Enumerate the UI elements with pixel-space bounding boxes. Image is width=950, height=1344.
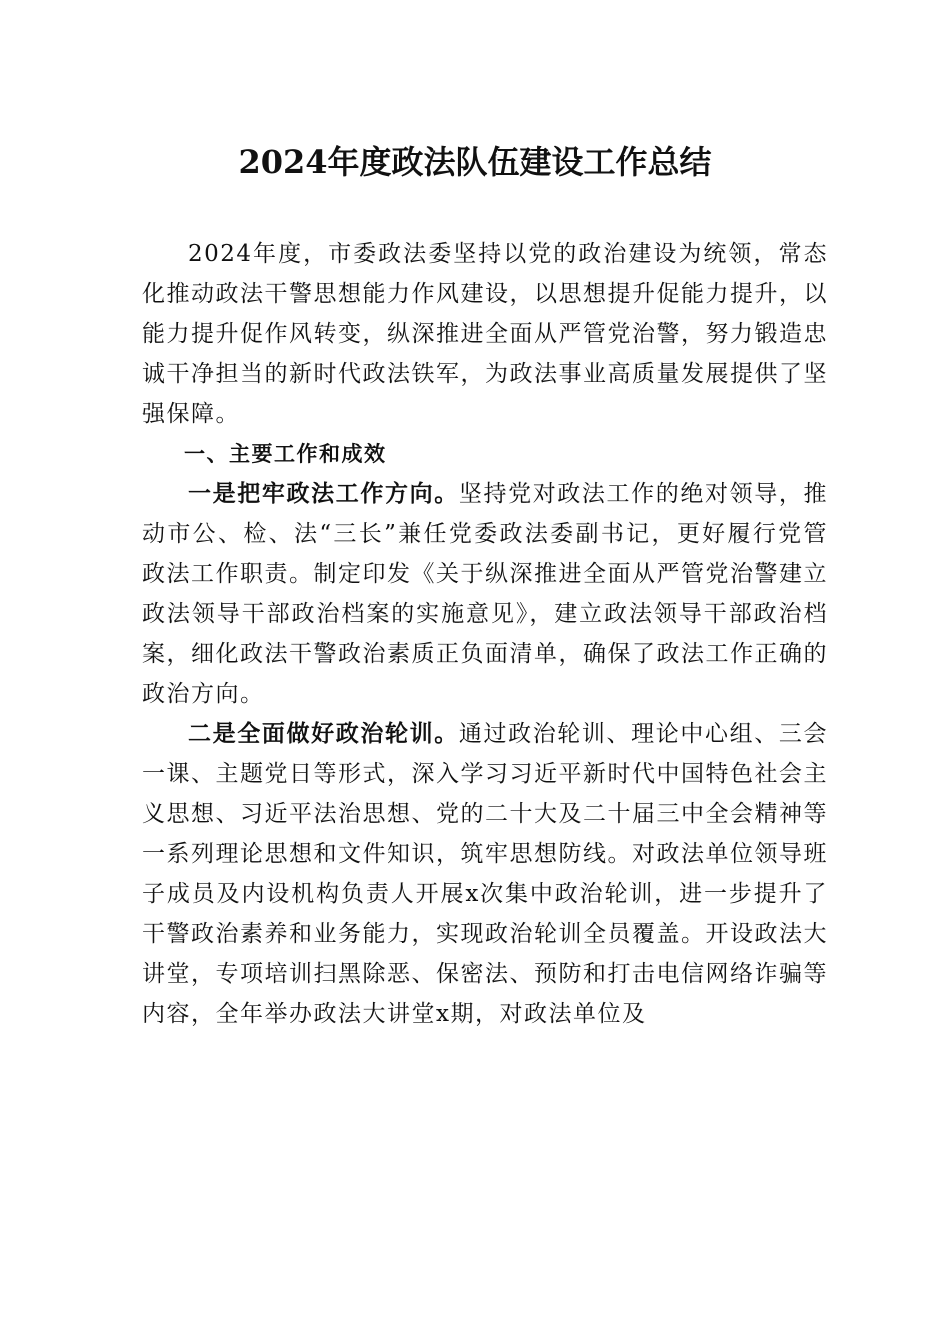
document-title: 2024年度政法队伍建设工作总结 [238, 143, 712, 181]
section-heading: 一、主要工作和成效 [184, 442, 387, 466]
item-lead-1: 一是把牢政法工作方向。 [188, 480, 459, 507]
document-body [142, 234, 828, 1034]
intro-paragraph: 2024年度，市委政法委坚持以党的政治建设为统领，常态化推动政法干警思想能力作风建设，以思想提升促能力提升，以能力提升促作风转变，纵深推进全面从严管党治警，努力锻造忠诚干净担当的新时代政法铁军，为政法事业高质量发展提供了坚强保障。 [142, 241, 828, 427]
item-text-1: 坚持党对政法工作的绝对领导，推动市公、检、法“三长”兼任党委政法委副书记，更好履行党管政法工作职责。制定印发《关于纵深推进全面从严管党治警建立政法领导干部政治档案的实施意见》，建立政法领导干部政治档案，细化政法干警政治素质正负面清单，确保了政法工作正确的政治方向。 [142, 481, 829, 707]
item-paragraph-1 [142, 474, 828, 714]
item-text-2: 通过政治轮训、理论中心组、三会一课、主题党日等形式，深入学习习近平新时代中国特色社会主义思想、习近平法治思想、党的二十大及二十届三中全会精神等一系列理论思想和文件知识，筑牢思想防线。对政法单位领导班子成员及内设机构负责人开展x次集中政治轮训，进一步提升了干警政治素养和业务能力，实现政治轮训全员覆盖。开设政法大讲堂，专项培训扫黑除恶、保密法、预防和打击电信网络诈骗等内容，全年举办政法大讲堂x期，对政法单位及 [142, 721, 829, 1027]
item-paragraph-2 [142, 714, 828, 1034]
item-lead-2: 二是全面做好政治轮训。 [188, 720, 459, 747]
